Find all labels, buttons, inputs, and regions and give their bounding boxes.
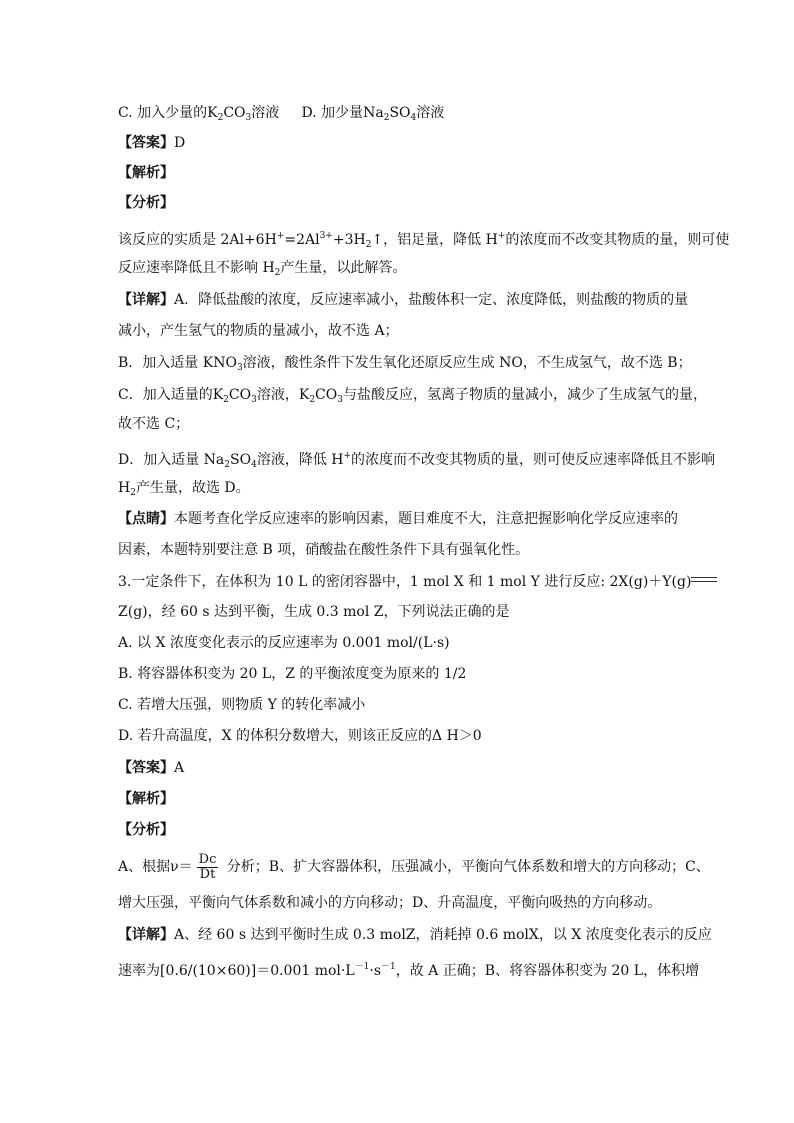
text-line: 增大压强，平衡向气体系数和减小的方向移动；D、升高温度，平衡向吸热的方向移动。 — [118, 895, 662, 911]
tip-line: 【点睛】本题考查化学反应速率的影响因素，题目难度不大，注意把握影响化学反应速率的 — [118, 511, 678, 527]
detail-line: 【详解】A、经 60 s 达到平衡时生成 0.3 molZ，消耗掉 0.6 molX，以 X 浓度变化表示的反应 — [118, 927, 712, 943]
option-line: C. 加入少量的$K_2CO_3$溶液 D. 加少量$Na_2SO_4$溶液 — [118, 105, 445, 123]
question-line: 3.一定条件下，在体积为 10 L 的密闭容器中，1 mol X 和 1 mol Y 进行反应: 2X(g)＋Y(g) — [118, 572, 717, 592]
text-line: C．加入适量的$K_2CO_3$溶液，$K_2CO_3$与盐酸反应，氢离子物质的量减小，减少了生成氢气的量， — [118, 387, 707, 405]
text-line: 反应速率降低且不影响 $H_2$产生量，以此解答。 — [118, 260, 407, 278]
detail-line: 【详解】A．降低盐酸的浓度，反应速率减小，盐酸体积一定、浓度降低，则盐酸的物质的量 — [118, 292, 689, 308]
option-d: D. 若升高温度，X 的体积分数增大，则该正反应的Δ H＞0 — [118, 728, 482, 744]
text-line: D．加入适量 $Na_2SO_4$溶液，降低 H+的浓度而不改变其物质的量，则可使反应速率降低且不影响 — [118, 451, 716, 470]
answer-line: 【答案】D — [118, 135, 186, 151]
text-line: 故不选 C； — [118, 416, 190, 432]
answer-line: 【答案】A — [118, 760, 185, 776]
analysis-heading: 【解析】 — [118, 165, 174, 181]
analysis-heading: 【解析】 — [118, 791, 174, 807]
text-line: 速率为[0.6/(10×60)]＝0.001 $mol\cdot L^{-1}\cdot s^{-1}$，故 A 正确；B、将容器体积变为 20 L，体积增 — [118, 962, 700, 979]
fenxi-heading: 【分析】 — [118, 822, 174, 838]
rate-fraction: $\frac{Dc}{Dt}$ — [198, 851, 217, 882]
text-line: 该反应的实质是 $2Al+6H^+=2Al^{3+}+3H_2↑$，铝足量，降低 H+的浓度而不改变其物质的量，则可使 — [118, 231, 730, 250]
option-a: A. 以 X 浓度变化表示的反应速率为 0.001 mol/(L·s) — [118, 635, 450, 651]
text-line: 因素，本题特别要注意 B 项，硝酸盐在酸性条件下具有强氧化性。 — [118, 542, 530, 558]
text-line: B．加入适量 $KNO_3$溶液，酸性条件下发生氧化还原反应生成 NO，不生成氢气，故不选 B； — [118, 355, 692, 373]
equilibrium-arrow-icon — [691, 574, 717, 584]
option-b: B. 将容器体积变为 20 L，Z 的平衡浓度变为原来的 1/2 — [118, 666, 467, 682]
text-line: $H_2$产生量，故选 D。 — [118, 480, 250, 498]
option-c: C. 若增大压强，则物质 Y 的转化率减小 — [118, 697, 366, 713]
question-line: Z(g)，经 60 s 达到平衡，生成 0.3 mol Z，下列说法正确的是 — [118, 604, 510, 620]
text-line: 减小，产生氢气的物质的量减小，故不选 A； — [118, 323, 399, 339]
fenxi-heading: 【分析】 — [118, 195, 174, 211]
formula-line: A、根据ν＝ $\frac{Dc}{Dt}$ 分析；B、扩大容器体积，压强减小，平衡向气体系数和增大的方向移动；C、 — [118, 851, 710, 882]
